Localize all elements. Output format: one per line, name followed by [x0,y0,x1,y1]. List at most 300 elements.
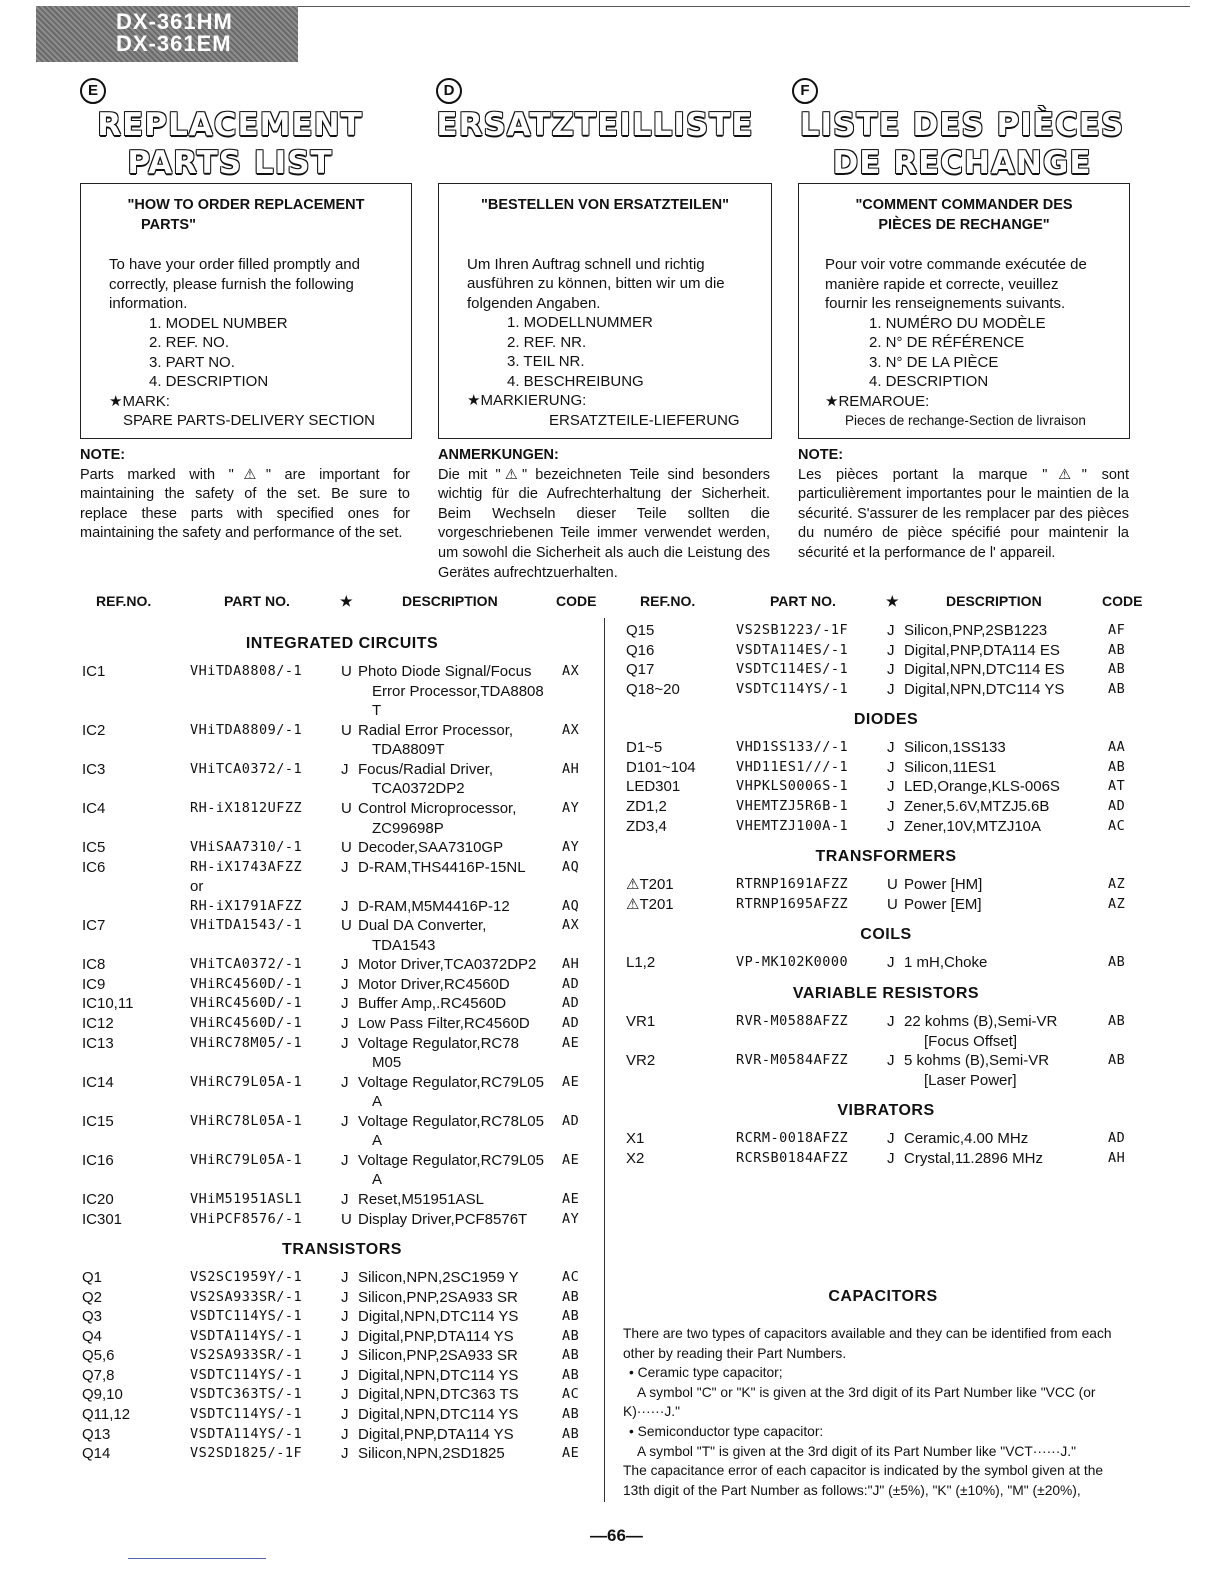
part-cell: VHiTCA0372/-1 [190,956,303,973]
section-title: VIBRATORS [837,1102,935,1120]
code-cell: AB [562,1406,580,1422]
ref-cell: D101~104 [626,758,696,776]
table-row [82,662,602,682]
mark-cell: J [341,1445,349,1463]
mark-cell: J [341,1034,349,1052]
desc-cell: Decoder,SAA7310GP [358,839,504,857]
mark-cell: U [341,917,352,935]
table-row [82,1327,602,1347]
code-cell: AQ [562,858,580,875]
table-row [82,1268,602,1288]
code-cell: AB [1108,641,1126,658]
code-cell: AB [562,1366,580,1383]
capacitor-line: other by reading their Part Numbers. [623,1345,847,1361]
ref-cell: IC13 [82,1034,114,1052]
ref-cell: ⚠T201 [626,895,674,913]
mark-cell: J [887,622,895,639]
mark-cell: J [341,858,349,876]
mark-cell: J [887,954,895,972]
part-cell: VHiRC79L05A-1 [190,1151,303,1168]
order-item: 2. REF. NO. [149,334,230,351]
part-cell: VHiRC79L05A-1 [190,1073,303,1090]
order-box-text: To have your order filled promptly and correctly, please furnish the following information. [109,256,360,312]
order-box-german [438,183,772,439]
desc-cell: 5 kohms (B),Semi-VR [904,1052,1050,1070]
ref-cell: L1,2 [626,954,656,972]
note-text: Die mit "⚠" bezeichneten Teile sind besonders wichtig für die Aufrechterhaltung der Sicherheit. Beim Wechseln dieser Teile sollten die vorgeschriebenen Teile immer verwendet werden, um sowohl die Sicherheit als auch die Leistung des Gerätes aufrechtzuerhalten. [438,466,770,581]
table-row [82,721,602,741]
code-cell: AB [562,1425,580,1442]
table-row [626,777,1146,797]
capacitor-line: • Semiconductor type capacitor: [629,1423,824,1439]
code-cell: AB [562,1327,580,1344]
desc-cell: Power [EM] [904,895,982,913]
title-english-line1: REPLACEMENT [97,107,363,143]
desc-cell: [Focus Offset] [924,1032,1018,1050]
desc-cell: Silicon,PNP,2SA933 SR [358,1347,518,1365]
code-cell: AX [562,663,580,680]
ref-cell: IC301 [82,1210,123,1228]
code-cell: AX [562,917,580,934]
desc-cell: Focus/Radial Driver, [358,760,494,778]
title-french-line1: LISTE DES PIÈCES [799,107,1125,143]
code-cell: AB [1108,954,1126,971]
part-cell: VSDTC114ES/-1 [736,661,849,678]
desc-cell: Reset,M51951ASL [358,1190,484,1208]
code-cell: AB [562,1347,580,1364]
desc-cell: Digital,PNP,DTA114 ES [904,641,1060,659]
header-part-left: PART NO. [224,593,290,609]
ref-cell: IC10,11 [82,995,134,1013]
part-cell: VHiTDA1543/-1 [190,917,303,934]
footer-line [128,1558,266,1559]
code-cell: AQ [562,897,580,914]
order-box-heading [467,216,743,235]
code-cell: AC [562,1386,580,1403]
desc-cell: Motor Driver,RC4560D [358,975,510,993]
mark-cell: J [887,758,895,776]
capacitor-line: • Ceramic type capacitor; [629,1365,783,1381]
mark-cell: J [341,1386,349,1404]
part-cell: VS2SD1825/-1F [190,1445,303,1462]
part-cell: VHPKLS0006S-1 [736,778,849,795]
desc-cell: Silicon,PNP,2SB1223 [904,622,1048,639]
order-mark-text: ERSATZTEILE-LIEFERUNG [549,411,740,429]
code-cell: AE [562,1034,580,1051]
header-code-left: CODE [556,593,597,609]
table-row [626,875,1146,895]
table-row [626,1071,1146,1091]
order-item: 3. PART NO. [149,353,235,371]
note-french [798,446,1129,564]
part-cell: VHiTCA0372/-1 [190,760,303,777]
ref-cell: Q14 [82,1445,111,1463]
code-cell: AD [562,1112,580,1129]
section-title: TRANSISTORS [282,1241,402,1259]
ref-cell: VR1 [626,1013,656,1030]
mark-cell: U [341,1210,352,1228]
desc-cell: TCA0372DP2 [372,780,465,798]
table-row [82,1346,602,1366]
order-item: 2. REF. NR. [507,333,587,351]
header-desc-right: DESCRIPTION [946,593,1042,609]
note-heading: NOTE: [798,447,844,463]
note-heading: NOTE: [80,447,126,463]
model-name-em: DX-361EM [116,31,232,56]
mark-cell: J [341,956,349,974]
desc-cell: Voltage Regulator,RC79L05 [358,1151,544,1169]
table-row [626,1051,1146,1071]
desc-cell: Digital,NPN,DTC114 ES [904,661,1065,679]
german-mark-icon: D [436,78,462,104]
table-row [82,1425,602,1445]
part-cell: VSDTC114YS/-1 [190,1406,303,1422]
header-part-right: PART NO. [770,593,836,609]
part-cell: VSDTA114ES/-1 [736,641,849,658]
part-cell: VHiRC4560D/-1 [190,1015,303,1031]
ref-cell: ZD3,4 [626,817,667,835]
part-cell: VS2SA933SR/-1 [190,1347,303,1364]
code-cell: AH [1108,1149,1126,1166]
code-cell: AY [562,799,580,816]
title-german-line1: ERSATZTEILLISTE [436,107,754,143]
code-cell: AB [1108,1013,1126,1029]
code-cell: AB [1108,1052,1126,1069]
table-row [626,738,1146,758]
code-cell: AD [562,1015,580,1031]
ref-cell: Q7,8 [82,1366,115,1384]
mark-cell: J [887,1052,895,1070]
desc-cell: 22 kohms (B),Semi-VR [904,1013,1058,1030]
code-cell: AX [562,721,580,738]
order-box-heading: PARTS" [141,216,196,233]
part-cell: VHiSAA7310/-1 [190,839,303,856]
code-cell: AD [1108,1130,1126,1147]
mark-cell: J [341,1425,349,1443]
model-banner [36,6,298,62]
code-cell: AB [1108,680,1126,697]
code-cell: AC [1108,817,1126,834]
mark-cell: J [887,661,895,679]
mark-cell: J [341,1288,349,1306]
code-cell: AB [562,1308,580,1325]
mark-cell: J [341,897,349,915]
order-item: 4. DESCRIPTION [149,373,269,390]
desc-cell: ZC99698P [372,819,444,837]
code-cell: AZ [1108,876,1126,893]
mark-cell: U [341,663,352,681]
order-box-heading: "HOW TO ORDER REPLACEMENT [127,197,365,213]
table-row [82,1112,602,1132]
order-box-text: Um Ihren Auftrag schnell und richtig ausführen zu können, bitten wir um die folgenden Angaben. [467,255,725,312]
desc-cell: A [372,1093,383,1111]
table-row [82,779,602,799]
order-item: 1. NUMÉRO DU MODÈLE [869,314,1046,332]
mark-cell: J [341,1151,349,1169]
code-cell: AE [562,1151,580,1168]
order-mark: ★REMAROUE: [825,392,930,410]
table-row [82,858,602,878]
order-mark-text: SPARE PARTS-DELIVERY SECTION [123,412,376,429]
code-cell: AB [1108,661,1126,678]
desc-cell: D-RAM,M5M4416P-12 [358,897,510,915]
desc-cell: Digital,NPN,DTC114 YS [358,1308,519,1326]
ref-cell: Q11,12 [82,1406,131,1423]
ref-cell: Q9,10 [82,1386,123,1404]
ref-cell: ⚠T201 [626,876,674,894]
mark-cell: J [341,1190,349,1208]
code-cell: AY [562,839,580,856]
desc-cell: M05 [372,1054,402,1072]
desc-cell: Voltage Regulator,RC78L05 [358,1112,544,1130]
table-row [82,916,602,936]
mark-cell: J [341,760,349,778]
table-row [82,682,602,702]
ref-cell: IC7 [82,917,106,935]
table-row [82,740,602,760]
order-item: 2. N° DE RÉFÉRENCE [869,334,1025,351]
mark-cell: J [341,995,349,1013]
ref-cell: IC6 [82,858,106,876]
header-star-right: ★ [886,593,899,609]
note-text: Parts marked with "⚠" are important for maintaining the safety of the set. Be sure to replace these parts with specified ones for maintaining the safety and performance of the set. [80,466,410,542]
table-row [82,819,602,839]
title-english [80,78,380,182]
table-row [82,1151,602,1171]
table-row [82,1014,602,1034]
capacitor-notes [623,1324,1143,1500]
part-cell: VP-MK102K0000 [736,954,849,971]
order-item: 1. MODEL NUMBER [149,314,288,332]
table-row [82,1385,602,1405]
ref-cell: Q1 [82,1269,103,1287]
part-cell: RH-iX1791AFZZ [190,897,303,914]
desc-cell: Zener,10V,MTZJ10A [904,817,1042,835]
desc-cell: Silicon,1SS133 [904,739,1006,757]
ref-cell: Q5,6 [82,1347,115,1365]
desc-cell: Digital,NPN,DTC114 YS [358,1406,519,1423]
table-row [82,1307,602,1327]
desc-cell: Digital,PNP,DTA114 YS [358,1327,514,1345]
section-title: INTEGRATED CIRCUITS [245,635,439,652]
ref-cell: VR2 [626,1052,656,1070]
desc-cell: Voltage Regulator,RC78 [358,1034,519,1052]
desc-cell: Power [HM] [904,876,983,894]
desc-cell: Buffer Amp,.RC4560D [358,995,507,1013]
mark-cell: J [341,1112,349,1130]
header-code-right: CODE [1102,593,1143,609]
ref-cell: Q13 [82,1425,111,1443]
order-item: 4. BESCHREIBUNG [507,372,644,390]
table-row [82,760,602,780]
desc-cell: [Laser Power] [924,1071,1017,1089]
desc-cell: TDA1543 [372,936,436,954]
mark-cell: J [887,680,895,698]
desc-cell: Error Processor,TDA8808 [372,682,544,700]
table-row [82,1170,602,1190]
mark-cell: J [341,1308,349,1326]
code-cell: AH [562,760,580,777]
ref-cell: IC8 [82,956,106,974]
ref-cell: IC4 [82,799,106,817]
ref-cell: IC12 [82,1015,114,1032]
code-cell: AA [1108,739,1126,756]
code-cell: AF [1108,622,1126,638]
mark-cell: J [341,975,349,993]
ref-cell: IC16 [82,1151,114,1169]
ref-cell: X2 [626,1149,645,1167]
capacitor-line: The capacitance error of each capacitor is indicated by the symbol given at the [623,1463,1104,1479]
desc-cell: Ceramic,4.00 MHz [904,1130,1029,1148]
ref-cell: LED301 [626,778,681,796]
desc-cell: Digital,NPN,DTC363 TS [358,1386,519,1404]
ref-cell: ZD1,2 [626,797,667,815]
table-row [626,680,1146,700]
note-english [80,446,410,544]
order-mark-text: Pieces de rechange-Section de livraison [845,413,1086,428]
ref-cell: Q15 [626,622,655,639]
section-title: DIODES [853,711,919,729]
section-title-capacitors: CAPACITORS [828,1288,938,1305]
note-heading: ANMERKUNGEN: [438,447,559,463]
part-cell: RVR-M0584AFZZ [736,1052,849,1069]
note-german [438,446,770,583]
page-number: —66— [590,1526,643,1545]
ref-cell: Q16 [626,641,655,659]
mark-cell: J [887,641,895,659]
order-box-english [80,183,412,439]
mark-cell: U [887,895,898,913]
table-row [82,1131,602,1151]
table-row [82,701,602,721]
title-french [792,78,1132,182]
ref-cell: Q4 [82,1327,103,1345]
mark-cell: U [341,799,352,817]
code-cell: AC [562,1269,580,1286]
table-row [626,758,1146,778]
desc-cell: Silicon,NPN,2SC1959 Y [358,1269,519,1287]
mark-cell: U [341,839,352,857]
ref-cell: IC14 [82,1073,114,1091]
mark-cell: J [887,1130,895,1148]
part-cell: or [190,878,204,896]
desc-cell: Radial Error Processor, [358,721,514,739]
table-row [82,799,602,819]
mark-cell: J [887,1013,895,1030]
desc-cell: Control Microprocessor, [358,799,517,817]
table-row [82,838,602,858]
desc-cell: A [372,1132,383,1150]
table-row [626,660,1146,680]
table-row [626,1032,1146,1052]
desc-cell: Digital,NPN,DTC114 YS [904,680,1065,698]
code-cell: AY [562,1210,580,1227]
order-item: 4. DESCRIPTION [869,373,989,390]
ref-cell: IC5 [82,839,106,857]
order-item: 1. MODELLNUMMER [507,314,653,331]
order-box-text: Pour voir votre commande exécutée de manière rapide et correcte, veuillez fournir les renseignements suivants. [825,256,1087,312]
part-cell: VHD1SS133//-1 [736,739,849,756]
code-cell: AD [562,975,580,992]
part-cell: VHiRC4560D/-1 [190,995,303,1012]
part-cell: RTRNP1691AFZZ [736,876,849,893]
part-cell: VSDTC114YS/-1 [190,1308,303,1325]
order-item: 3. N° DE LA PIÈCE [869,353,999,371]
part-cell: VHiTDA8809/-1 [190,721,303,738]
order-mark: ★MARK: [109,392,170,410]
order-box-french [798,183,1130,439]
capacitor-line: There are two types of capacitors available and they can be identified from each [623,1326,1112,1341]
title-english-line2: PARTS LIST [127,145,333,181]
table-row [626,1149,1146,1169]
code-cell: AD [562,995,580,1012]
part-cell: VHEMTZJ100A-1 [736,817,849,834]
table-row [626,1129,1146,1149]
desc-cell: Motor Driver,TCA0372DP2 [358,956,537,974]
table-row [82,1073,602,1093]
desc-cell: Low Pass Filter,RC4560D [358,1015,530,1032]
capacitor-line: K)······J." [623,1404,680,1420]
ref-cell: IC1 [82,663,106,681]
part-cell: VS2SB1223/-1F [736,622,849,638]
table-row [82,897,602,917]
table-row [82,1092,602,1112]
mark-cell: J [887,739,895,757]
part-cell: VHiTDA8808/-1 [190,663,303,680]
table-row [82,1405,602,1425]
desc-cell: Silicon,PNP,2SA933 SR [358,1288,518,1306]
ref-cell: Q18~20 [626,680,680,698]
mark-cell: J [341,1073,349,1091]
table-row [82,975,602,995]
table-row [626,895,1146,915]
mark-cell: J [341,1406,349,1423]
desc-cell: TDA8809T [372,741,445,759]
table-row [82,1366,602,1386]
desc-cell: Photo Diode Signal/Focus [358,663,532,681]
part-cell: VHEMTZJ5R6B-1 [736,797,849,814]
part-cell: VS2SA933SR/-1 [190,1288,303,1305]
mark-cell: U [887,876,898,894]
table-row [82,994,602,1014]
table-row [82,955,602,975]
desc-cell: Digital,NPN,DTC114 YS [358,1366,519,1384]
table-row [626,621,1146,641]
mark-cell: U [341,721,352,739]
title-french-line2: DE RECHANGE [832,145,1092,181]
part-cell: RCRSB0184AFZZ [736,1149,849,1166]
table-row [626,1012,1146,1032]
desc-cell: T [372,702,382,720]
ref-cell: IC3 [82,760,106,778]
table-row [626,797,1146,817]
top-rule [298,6,1190,7]
capacitor-line: A symbol "T" is given at the 3rd digit of its Part Number like "VCT······J." [637,1443,1076,1459]
code-cell: AE [562,1190,580,1207]
desc-cell: Silicon,11ES1 [904,758,997,776]
order-box-heading: PIÈCES DE RECHANGE" [878,216,1050,233]
part-cell: VSDTC114YS/-1 [190,1366,303,1383]
desc-cell: D-RAM,THS4416P-15NL [358,858,526,876]
column-divider [604,618,605,1502]
section-title: TRANSFORMERS [815,848,957,866]
mark-cell: J [341,1366,349,1384]
header-desc-left: DESCRIPTION [402,593,498,609]
desc-cell: Voltage Regulator,RC79L05 [358,1073,544,1091]
desc-cell: Dual DA Converter, [358,917,487,935]
mark-cell: J [887,797,895,815]
table-row [626,817,1146,837]
